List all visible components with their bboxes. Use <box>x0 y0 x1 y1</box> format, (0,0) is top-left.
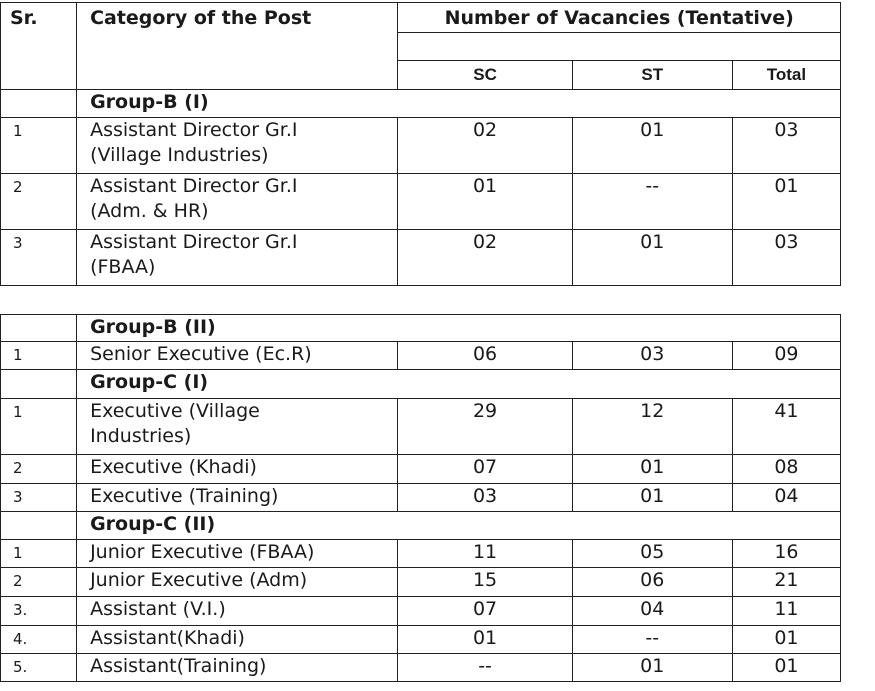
table-row <box>1 626 841 654</box>
row-sr: 3. <box>1 597 77 626</box>
group-sr-empty <box>1 512 77 540</box>
table-row <box>1 484 841 512</box>
table-row <box>1 342 841 370</box>
row-total: 21 <box>732 568 840 597</box>
row-sc: -- <box>398 654 572 682</box>
row-sc: 07 <box>398 597 572 626</box>
row-st: -- <box>572 174 732 230</box>
row-st: 04 <box>572 597 732 626</box>
row-st: -- <box>572 626 732 654</box>
table-row <box>1 174 841 230</box>
table-row <box>1 597 841 626</box>
row-sr: 3 <box>1 484 77 512</box>
table-row <box>1 455 841 484</box>
row-st: 06 <box>572 568 732 597</box>
group-c2-title: Group-C (II) <box>77 512 841 540</box>
sr-header: Sr. <box>1 3 77 90</box>
row-category: Executive (Khadi) <box>77 455 398 484</box>
row-sc: 02 <box>398 118 572 174</box>
row-total: 01 <box>732 654 840 682</box>
group-b1-title: Group-B (I) <box>77 90 841 118</box>
row-sc: 01 <box>398 626 572 654</box>
row-sr: 3 <box>1 230 77 286</box>
row-sc: 06 <box>398 342 572 370</box>
row-total: 08 <box>732 455 840 484</box>
row-total: 41 <box>732 399 840 455</box>
vacancies-header: Number of Vacancies (Tentative) <box>398 3 841 33</box>
vacancy-table-2 <box>0 314 841 682</box>
row-sc: 07 <box>398 455 572 484</box>
row-category: Junior Executive (FBAA) <box>77 540 398 568</box>
row-sr: 1 <box>1 342 77 370</box>
row-st: 01 <box>572 654 732 682</box>
table-row <box>1 654 841 682</box>
table-row <box>1 568 841 597</box>
vacancies-header-spacer <box>398 33 841 61</box>
total-header: Total <box>732 61 840 90</box>
row-category: Executive (Training) <box>77 484 398 512</box>
group-b2-title: Group-B (II) <box>77 315 841 342</box>
row-sr: 2 <box>1 568 77 597</box>
row-sc: 03 <box>398 484 572 512</box>
vacancy-table-1 <box>0 2 841 286</box>
row-category: Assistant Director Gr.I (Village Industries) <box>77 118 398 174</box>
category-header: Category of the Post <box>77 3 398 90</box>
row-sc: 01 <box>398 174 572 230</box>
row-st: 12 <box>572 399 732 455</box>
row-category: Executive (Village Industries) <box>77 399 398 455</box>
row-sc: 02 <box>398 230 572 286</box>
row-st: 05 <box>572 540 732 568</box>
row-sr: 4. <box>1 626 77 654</box>
row-total: 03 <box>732 118 840 174</box>
row-total: 03 <box>732 230 840 286</box>
row-total: 16 <box>732 540 840 568</box>
row-st: 03 <box>572 342 732 370</box>
row-sc: 29 <box>398 399 572 455</box>
table-row <box>1 399 841 455</box>
row-sc: 15 <box>398 568 572 597</box>
row-category: Assistant Director Gr.I (FBAA) <box>77 230 398 286</box>
group-sr-empty <box>1 370 77 399</box>
st-header: ST <box>572 61 732 90</box>
row-category: Junior Executive (Adm) <box>77 568 398 597</box>
row-category: Assistant(Training) <box>77 654 398 682</box>
sc-header: SC <box>398 61 572 90</box>
row-total: 01 <box>732 626 840 654</box>
group-sr-empty <box>1 90 77 118</box>
row-sr: 1 <box>1 540 77 568</box>
row-sr: 1 <box>1 118 77 174</box>
row-total: 09 <box>732 342 840 370</box>
row-st: 01 <box>572 118 732 174</box>
row-st: 01 <box>572 484 732 512</box>
table-row <box>1 540 841 568</box>
row-sr: 2 <box>1 455 77 484</box>
row-sc: 11 <box>398 540 572 568</box>
row-total: 11 <box>732 597 840 626</box>
group-c1-title: Group-C (I) <box>77 370 841 399</box>
table-row <box>1 230 841 286</box>
row-total: 04 <box>732 484 840 512</box>
row-category: Assistant Director Gr.I (Adm. & HR) <box>77 174 398 230</box>
row-category: Assistant (V.I.) <box>77 597 398 626</box>
row-sr: 1 <box>1 399 77 455</box>
row-sr: 5. <box>1 654 77 682</box>
row-total: 01 <box>732 174 840 230</box>
table-row <box>1 118 841 174</box>
row-category: Assistant(Khadi) <box>77 626 398 654</box>
group-sr-empty <box>1 315 77 342</box>
row-st: 01 <box>572 230 732 286</box>
row-st: 01 <box>572 455 732 484</box>
row-sr: 2 <box>1 174 77 230</box>
row-category: Senior Executive (Ec.R) <box>77 342 398 370</box>
